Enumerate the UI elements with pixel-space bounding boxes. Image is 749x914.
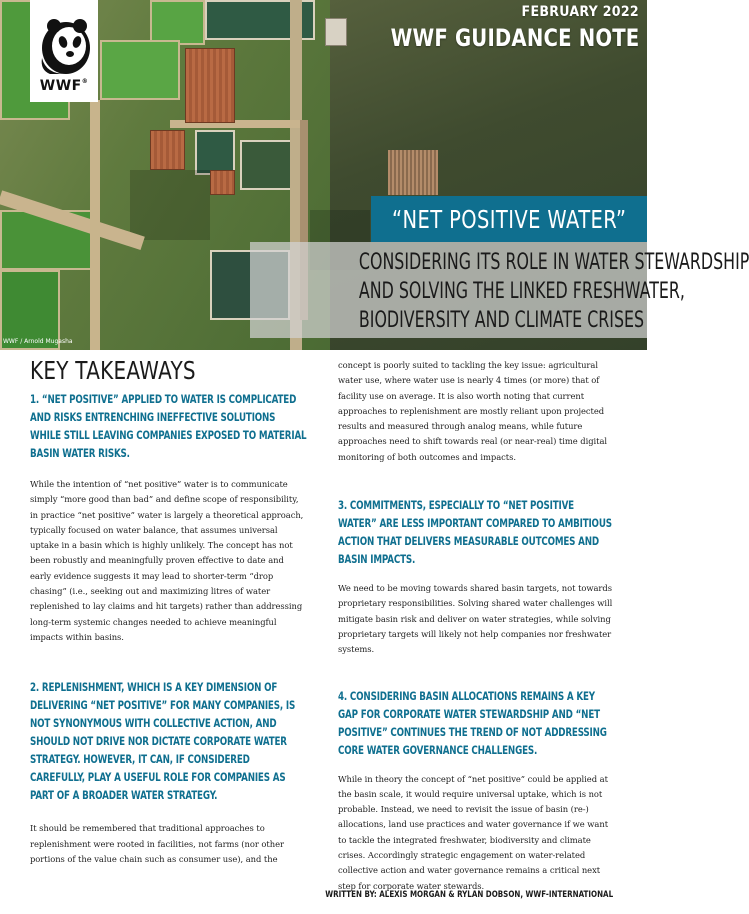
takeaway-3-heading: 3. COMMITMENTS, ESPECIALLY TO “NET POSITIVE WATER” ARE LESS IMPORTANT COMPARED TO AMBITIOUS ACTION THAT DELIVERS MEASURABLE OUTCOMES AND BASIN IMPACTS. [338,499,612,567]
byline: WRITTEN BY: ALEXIS MORGAN & RYLAN DOBSON, WWF-INTERNATIONAL [325,890,613,900]
key-takeaways-title: KEY TAKEAWAYS [30,356,196,385]
takeaway-2-body: It should be remembered that traditional approaches to replenishment were rooted in facilities, not farms (nor other portions of the value chain such as consumer use), and the [30,823,284,864]
subtitle-line: BIODIVERSITY AND CLIMATE CRISES [358,308,645,333]
logo-text: WWF [39,78,82,94]
publication-date: FEBRUARY 2022 [521,4,639,20]
subtitle-line: AND SOLVING THE LINKED FRESHWATER, [358,279,685,304]
panda-icon [36,18,92,76]
subtitle-line: CONSIDERING ITS ROLE IN WATER STEWARDSHIP [358,250,749,275]
takeaway-4-body: While in theory the concept of “net positive” could be applied at the basin scale, it would require universal uptake, which is not probable. Instead, we need to revisit the issue of basin (re-) allocations, land use practices and water governance if we want to tackle the integrated freshwater, biodiversity and climate crises. Accordingly strategic engagement on water-related collective action and water governance remains a critical next step for corporate water stewards. [338,773,609,891]
takeaway-2-body-continued: concept is poorly suited to tackling the key issue: agricultural water use, where water use is nearly 4 times (or more) that of facility use on average. It is also worth noting that current approaches to replenishment are mostly reliant upon projected results and measured through analog means, while future approaches need to shift towards real (or near-real) time digital monitoring of both outcomes and impacts. [338,360,608,462]
takeaway-2-heading: 2. REPLENISHMENT, WHICH IS A KEY DIMENSION OF DELIVERING “NET POSITIVE” FOR MANY COMPANIES, IS NOT SYNONYMOUS WITH COLLECTIVE ACTION, AND SHOULD NOT DRIVE NOR DICTATE CORPORATE WATER STRATEGY. HOWEVER, IT CAN, IF CONSIDERED CAREFULLY, PLAY A USEFUL ROLE FOR COMPANIES AS PART OF A BROADER WATER STRATEGY. [30,681,296,803]
right-column [338,352,616,894]
takeaway-3-body: We need to be moving towards shared basin targets, not towards proprietary responsibilities. Solving shared water challenges will mitigate basin risk and deliver on water strategies, while solving proprietary targets will likely not help companies nor freshwater systems. [338,583,613,655]
takeaway-1-body: While the intention of “net positive” water is to communicate simply “more good than bad” and define scope of responsibility, in practice “net positive” water is largely a theoretical approach, typically focused on water balance, that assumes universal uptake in a basin which is highly unlikely. The concept has not been robustly and meaningfully proven effective to date and early evidence suggests it may lead to shorter-term “drop chasing” (i.e., seeking out and maximizing litres of water replenished to lay claims and hit targets) rather than addressing long-term systemic changes needed to achieve meaningful impacts within basins. [30,479,304,642]
photo-credit: WWF / Arnold Mugasha [3,338,73,345]
title-text: “NET POSITIVE WATER” [391,204,627,234]
document-title [371,196,647,242]
wwf-logo: WWF® [30,0,98,102]
takeaway-1-heading: 1. “NET POSITIVE” APPLIED TO WATER IS COMPLICATED AND RISKS ENTRENCHING INEFFECTIVE SOLUTIONS WHILE STILL LEAVING COMPANIES EXPOSED TO MATERIAL BASIN WATER RISKS. [30,393,307,460]
takeaway-4-heading: 4. CONSIDERING BASIN ALLOCATIONS REMAINS A KEY GAP FOR CORPORATE WATER STEWARDSHIP AND “NET POSITIVE” CONTINUES THE TREND OF NOT ADDRESSING CORE WATER GOVERNANCE CHALLENGES. [338,689,607,757]
document-subtitle [250,242,749,338]
document-type: WWF GUIDANCE NOTE [390,24,639,52]
left-column [30,352,305,867]
